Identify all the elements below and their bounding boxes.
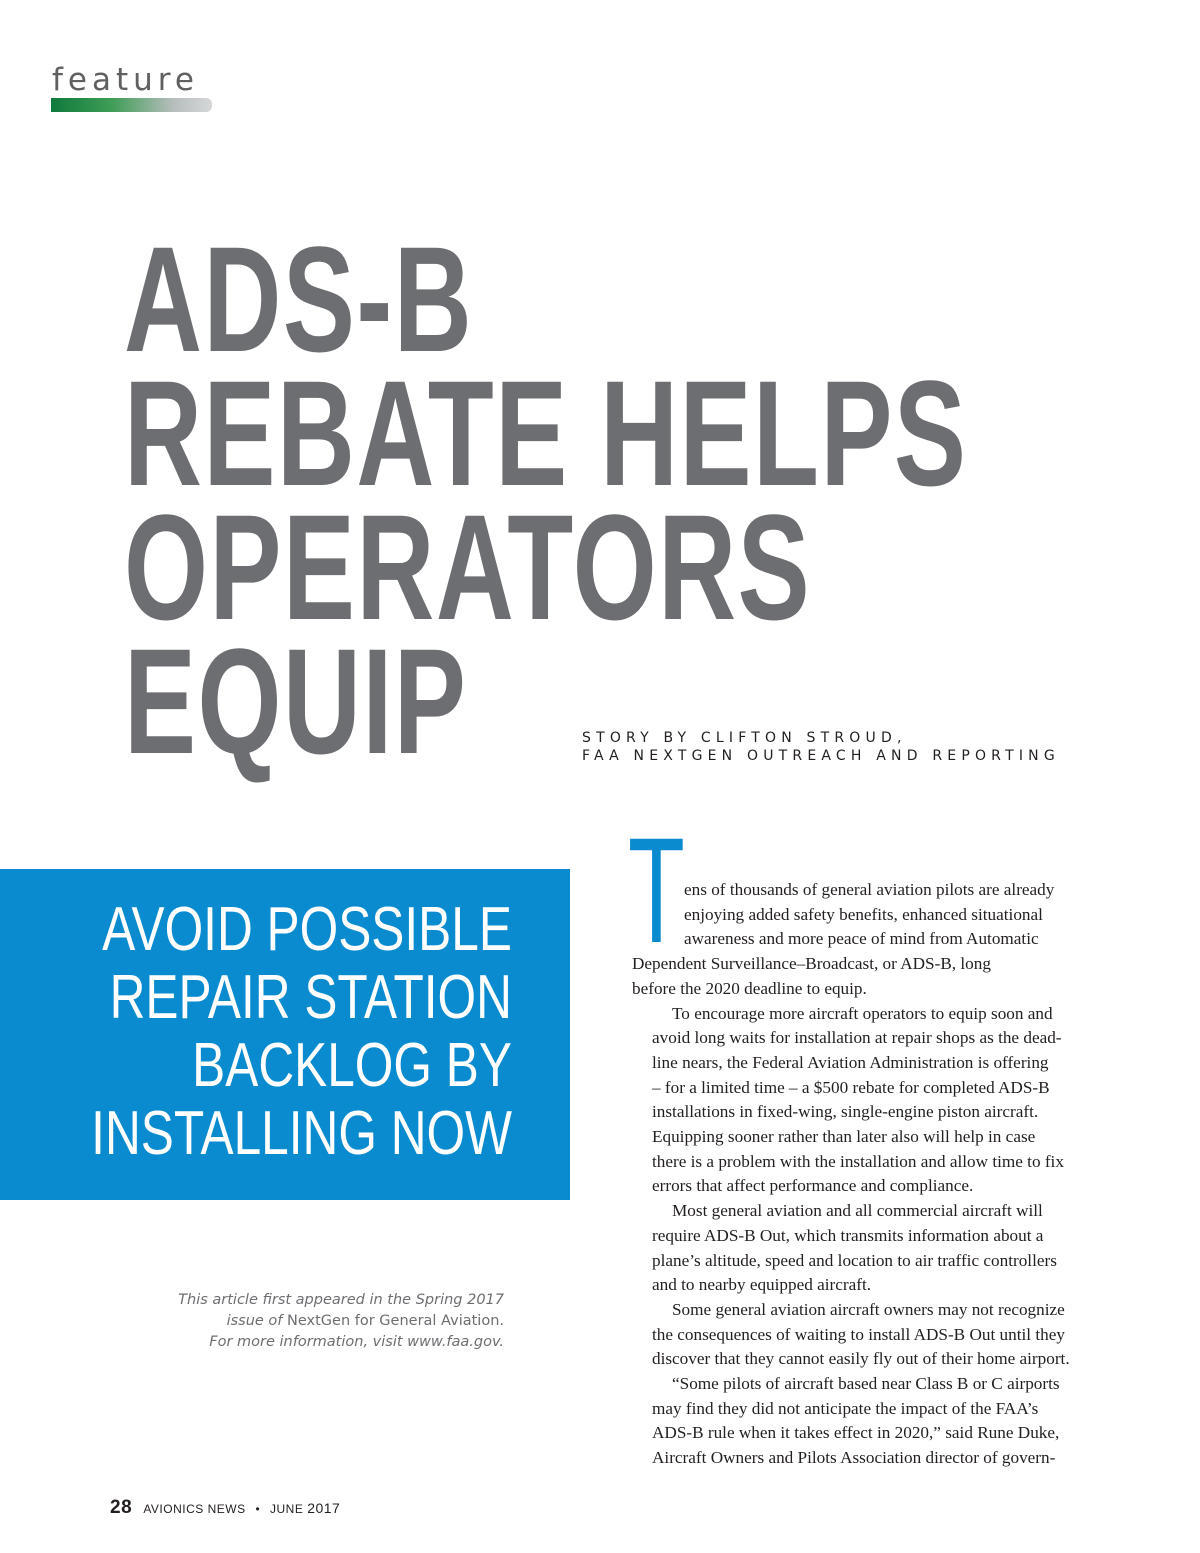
text-line: the consequences of waiting to install ADS-B Out until they	[652, 1324, 1065, 1344]
credit-line	[178, 1311, 504, 1332]
page-footer	[110, 1497, 340, 1519]
text-line: errors that affect performance and compliance.	[652, 1176, 974, 1196]
text-line: may find they did not anticipate the impact of the FAA’s	[652, 1398, 1039, 1418]
article-paragraph	[632, 1298, 1094, 1372]
text-line: and to nearby equipped aircraft.	[652, 1275, 872, 1295]
publication-title: AVIONICS NEWS	[143, 1502, 246, 1516]
headline	[124, 215, 968, 785]
pullquote-line: INSTALLING NOW	[91, 1099, 512, 1168]
section-accent-bar	[51, 98, 212, 112]
text-line: To encourage more aircraft operators to equip soon and	[672, 1003, 1053, 1023]
text-line: Aircraft Owners and Pilots Association director of govern-	[652, 1448, 1056, 1468]
byline-line: FAA NEXTGEN OUTREACH AND REPORTING	[582, 748, 1060, 764]
article-paragraph	[632, 1372, 1094, 1471]
drop-cap: T	[628, 806, 685, 974]
text-line: awareness and more peace of mind from Automatic	[684, 929, 1039, 949]
credit-line: For more information, visit www.faa.gov.	[209, 1334, 504, 1350]
text-line: installations in fixed-wing, single-engine piston aircraft.	[652, 1102, 1039, 1122]
text-line: Some general aviation aircraft owners may not recognize	[672, 1299, 1065, 1319]
pullquote-line: AVOID POSSIBLE	[102, 895, 512, 964]
headline-line: ADS-B	[124, 215, 474, 383]
text-line: enjoying added safety benefits, enhanced situational	[684, 904, 1043, 924]
text-line: – for a limited time – a $500 rebate for completed ADS-B	[652, 1077, 1050, 1097]
headline-line: OPERATORS	[124, 483, 812, 651]
article-body	[628, 806, 1094, 1471]
byline	[582, 729, 1060, 765]
text-line: before the 2020 deadline to equip.	[632, 978, 867, 998]
pullquote-line: REPAIR STATION	[109, 963, 513, 1032]
headline-line: REBATE HELPS	[124, 349, 968, 517]
page-number: 28	[110, 1497, 133, 1518]
text-line: ADS-B rule when it takes effect in 2020,” said Rune Duke,	[652, 1423, 1060, 1443]
text-line: “Some pilots of aircraft based near Class B or C airports	[672, 1374, 1060, 1394]
article-paragraph	[632, 1199, 1094, 1298]
text-line: Dependent Surveillance–Broadcast, or ADS-B, long	[632, 954, 991, 974]
text-line: avoid long waits for installation at repair shops as the dead-	[652, 1028, 1062, 1048]
article-paragraph	[632, 1002, 1094, 1200]
headline-line: EQUIP	[124, 617, 468, 785]
issue-year: 2017	[307, 1500, 341, 1516]
text-line: line nears, the Federal Aviation Administration is offering	[652, 1052, 1049, 1072]
text-line: require ADS-B Out, which transmits information about a	[652, 1225, 1044, 1245]
byline-line: STORY BY CLIFTON STROUD,	[582, 730, 907, 746]
pullquote-box	[0, 869, 570, 1200]
text-line: plane’s altitude, speed and location to air traffic controllers	[652, 1250, 1057, 1270]
issue-month: JUNE	[270, 1502, 304, 1516]
article-paragraph	[628, 806, 1094, 1002]
text-line: Most general aviation and all commercial aircraft will	[672, 1201, 1043, 1221]
separator-bullet: •	[255, 1502, 261, 1516]
text-line: there is a problem with the installation and allow time to fix	[652, 1151, 1064, 1171]
pullquote	[91, 896, 512, 1168]
text-line: ens of thousands of general aviation pilots are already	[684, 880, 1055, 899]
credit-line: This article first appeared in the Spring 2017	[178, 1292, 504, 1308]
credit-line-prefix: issue of	[226, 1313, 288, 1329]
publication-name: NextGen for General Aviation.	[287, 1313, 504, 1329]
text-line: Equipping sooner rather than later also will help in case	[652, 1127, 1036, 1147]
text-line: discover that they cannot easily fly out of their home airport.	[652, 1349, 1070, 1369]
source-credit	[178, 1290, 504, 1353]
pullquote-line: BACKLOG BY	[192, 1031, 512, 1100]
section-label: feature	[52, 62, 199, 98]
